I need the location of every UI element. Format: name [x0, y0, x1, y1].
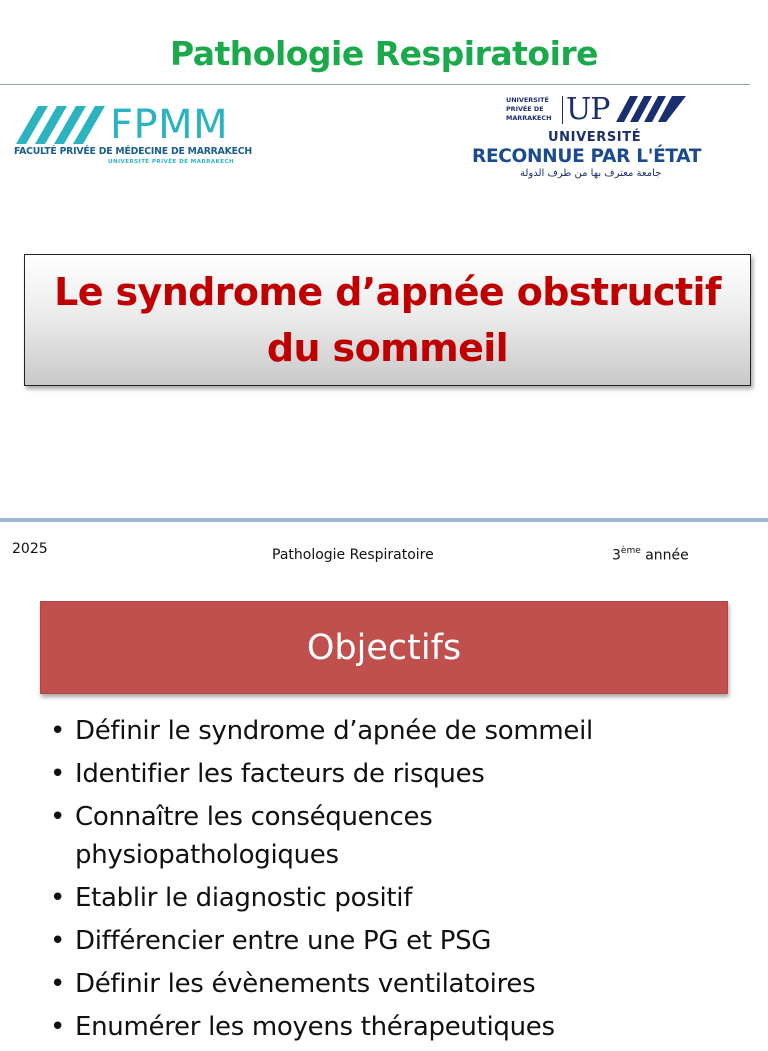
list-item: • Enumérer les moyens thérapeutiques	[48, 1008, 748, 1046]
list-item: • Connaître les conséquences physiopathologiques	[48, 798, 508, 874]
up-logo-arabic: جامعة معترف بها من طرف الدولة	[520, 168, 662, 179]
footer-level-word: année	[645, 547, 689, 564]
lecture-title	[54, 264, 721, 376]
up-small-line: PRIVÉE DE	[506, 105, 544, 113]
up-logo-small-text	[506, 96, 551, 123]
lecture-title-box	[24, 254, 751, 386]
fpmm-stripes-icon	[16, 106, 106, 144]
title-slide	[0, 0, 768, 518]
footer-year: 2025	[12, 541, 48, 557]
objectives-title: Objectifs	[306, 627, 462, 668]
lecture-title-line: Le syndrome d’apnée obstructif	[54, 270, 721, 314]
fpmm-logo-name: FPMM	[110, 102, 229, 148]
fpmm-logo-university: UNIVERSITÉ PRIVÉE DE MARRAKECH	[108, 159, 235, 165]
up-stripes-icon	[616, 96, 686, 122]
objectives-list	[48, 712, 748, 1051]
objectives-header	[40, 601, 728, 694]
up-logo	[470, 92, 720, 188]
footer-level-number: 3	[612, 547, 621, 564]
fpmm-logo	[14, 102, 252, 170]
list-item: • Différencier entre une PG et PSG	[48, 922, 748, 960]
header-divider	[0, 84, 750, 85]
header-title: Pathologie Respiratoire	[169, 34, 599, 73]
objectives-slide	[0, 522, 768, 1042]
list-item: • Etablir le diagnostic positif	[48, 879, 748, 917]
up-logo-universite: UNIVERSITÉ	[548, 130, 642, 145]
footer-title: Pathologie Respiratoire	[272, 547, 434, 563]
footer-level-superscript: ème	[620, 546, 641, 556]
lecture-title-line: du sommeil	[266, 326, 509, 370]
up-logo-divider	[562, 96, 563, 124]
list-item: • Identifier les facteurs de risques	[48, 755, 748, 793]
up-small-line: MARRAKECH	[506, 114, 552, 122]
fpmm-logo-faculty: FACULTÉ PRIVÉE DE MÉDECINE DE MARRAKECH	[14, 146, 252, 157]
up-logo-reconnue: RECONNUE PAR L'ÉTAT	[472, 146, 702, 167]
up-logo-mark: UP	[566, 92, 610, 127]
list-item: • Définir le syndrome d’apnée de sommeil	[48, 712, 748, 750]
footer-level	[612, 547, 689, 564]
list-item: • Définir les évènements ventilatoires	[48, 965, 748, 1003]
up-small-line: UNIVERSITÉ	[506, 96, 549, 104]
